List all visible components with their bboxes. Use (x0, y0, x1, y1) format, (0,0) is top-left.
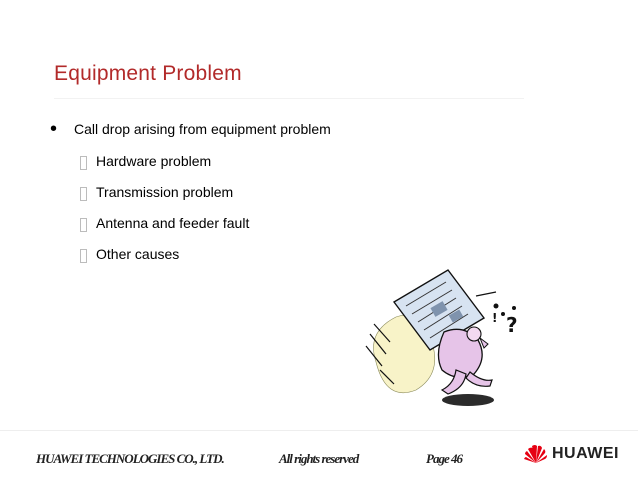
running-person (438, 327, 492, 394)
sub-bullet-text: Antenna and feeder fault (96, 215, 250, 231)
svg-text:?: ? (506, 313, 518, 337)
main-bullet-text: Call drop arising from equipment problem (74, 121, 331, 137)
sub-bullet-text: Hardware problem (96, 153, 212, 169)
ground-shadow (442, 394, 494, 406)
huawei-logo-text: HUAWEI (552, 445, 619, 462)
title-divider (54, 98, 524, 99)
sub-bullet-text: Other causes (96, 246, 180, 262)
running-person-newspaper-clipart (356, 262, 536, 412)
bullet-dot-icon: • (50, 118, 58, 140)
svg-text:!: ! (492, 311, 498, 325)
huawei-logo (522, 441, 622, 471)
slide-title: Equipment Problem (54, 62, 242, 85)
footer-page-number: Page 46 (426, 451, 462, 466)
sub-bullet-marker-icon (80, 187, 87, 201)
sub-bullet-marker-icon (80, 156, 87, 170)
footer-company: HUAWEI TECHNOLOGIES CO., LTD. (36, 451, 224, 466)
footer-rights: All rights reserved (279, 451, 359, 466)
sub-bullet-text: Transmission problem (96, 184, 234, 200)
sub-bullet-marker-icon (80, 249, 87, 263)
huawei-petal-icon (522, 441, 550, 469)
sub-bullet-marker-icon (80, 218, 87, 232)
